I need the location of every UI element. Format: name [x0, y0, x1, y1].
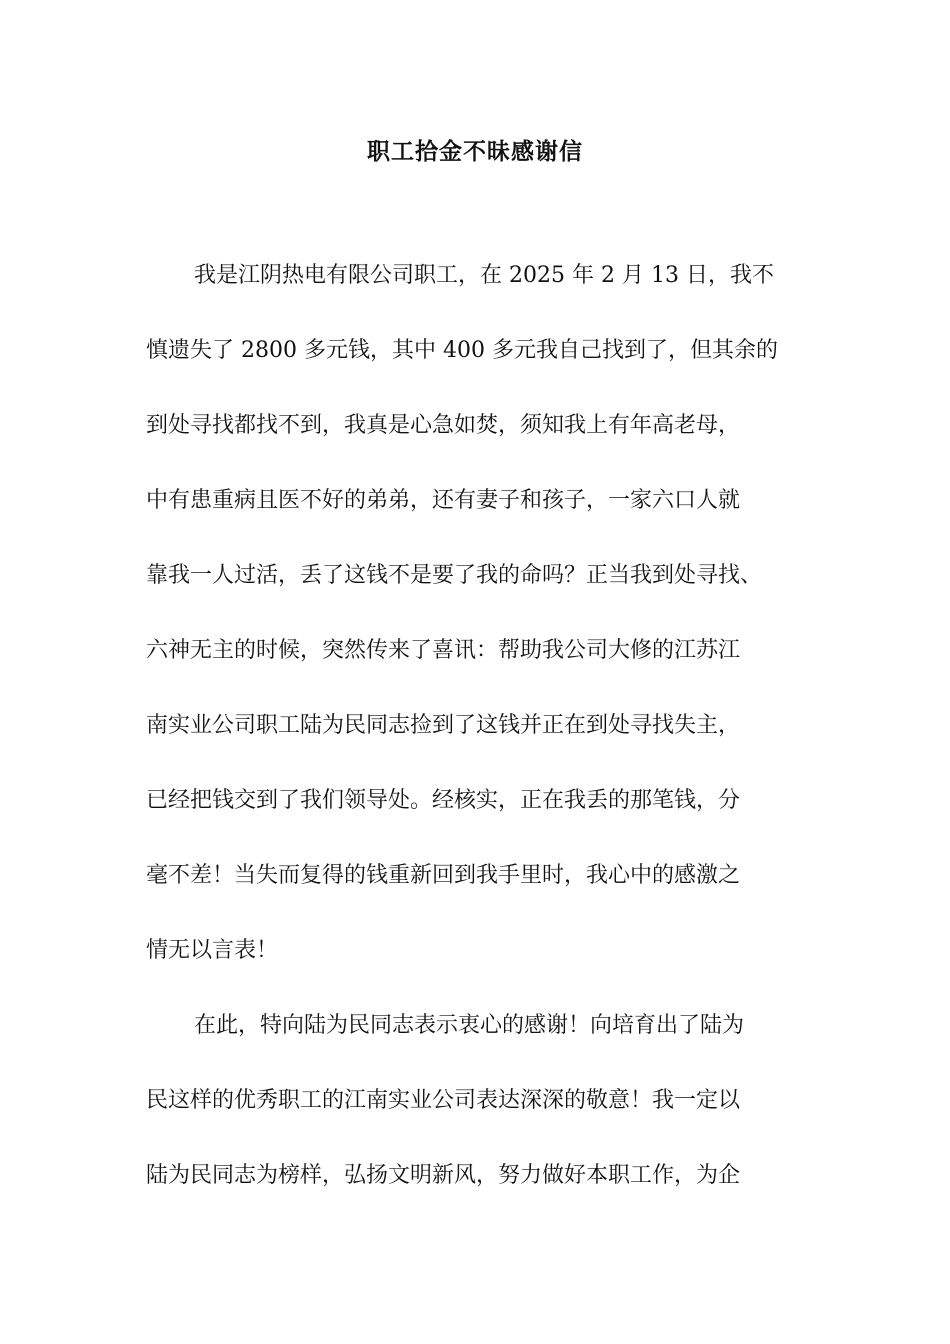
paragraph-line: 中有患重病且医不好的弟弟，还有妻子和孩子，一家六口人就: [146, 488, 741, 513]
paragraph-line: 陆为民同志为榜样，弘扬文明新风，努力做好本职工作，为企: [146, 1163, 741, 1188]
paragraph-line: 慎遗失了 2800 多元钱，其中 400 多元我自己找到了，但其余的: [146, 338, 778, 363]
paragraph-2: [146, 1010, 808, 1235]
document-title: 职工拾金不昧感谢信: [367, 139, 583, 165]
paragraph-line: 在此，特向陆为民同志表示衷心的感谢！向培育出了陆为: [194, 1013, 745, 1038]
paragraph-line: 南实业公司职工陆为民同志捡到了这钱并正在到处寻找失主，: [146, 713, 741, 738]
paragraph-line: 六神无主的时候，突然传来了喜讯：帮助我公司大修的江苏江: [146, 638, 741, 663]
paragraph-line: 已经把钱交到了我们领导处。经核实，正在我丢的那笔钱，分: [146, 788, 741, 813]
paragraph-line: 靠我一人过活，丢了这钱不是要了我的命吗？正当我到处寻找、: [146, 563, 763, 588]
paragraph-line: 我是江阴热电有限公司职工，在 2025 年 2 月 13 日，我不: [194, 263, 774, 288]
paragraph-line: 毫不差！当失而复得的钱重新回到我手里时，我心中的感激之: [146, 863, 741, 888]
paragraph-1: [146, 260, 808, 1010]
paragraph-line: 民这样的优秀职工的江南实业公司表达深深的敬意！我一定以: [146, 1088, 741, 1113]
paragraph-line: 情无以言表！: [146, 938, 279, 963]
paragraph-line: 到处寻找都找不到，我真是心急如焚，须知我上有年高老母，: [146, 413, 741, 438]
